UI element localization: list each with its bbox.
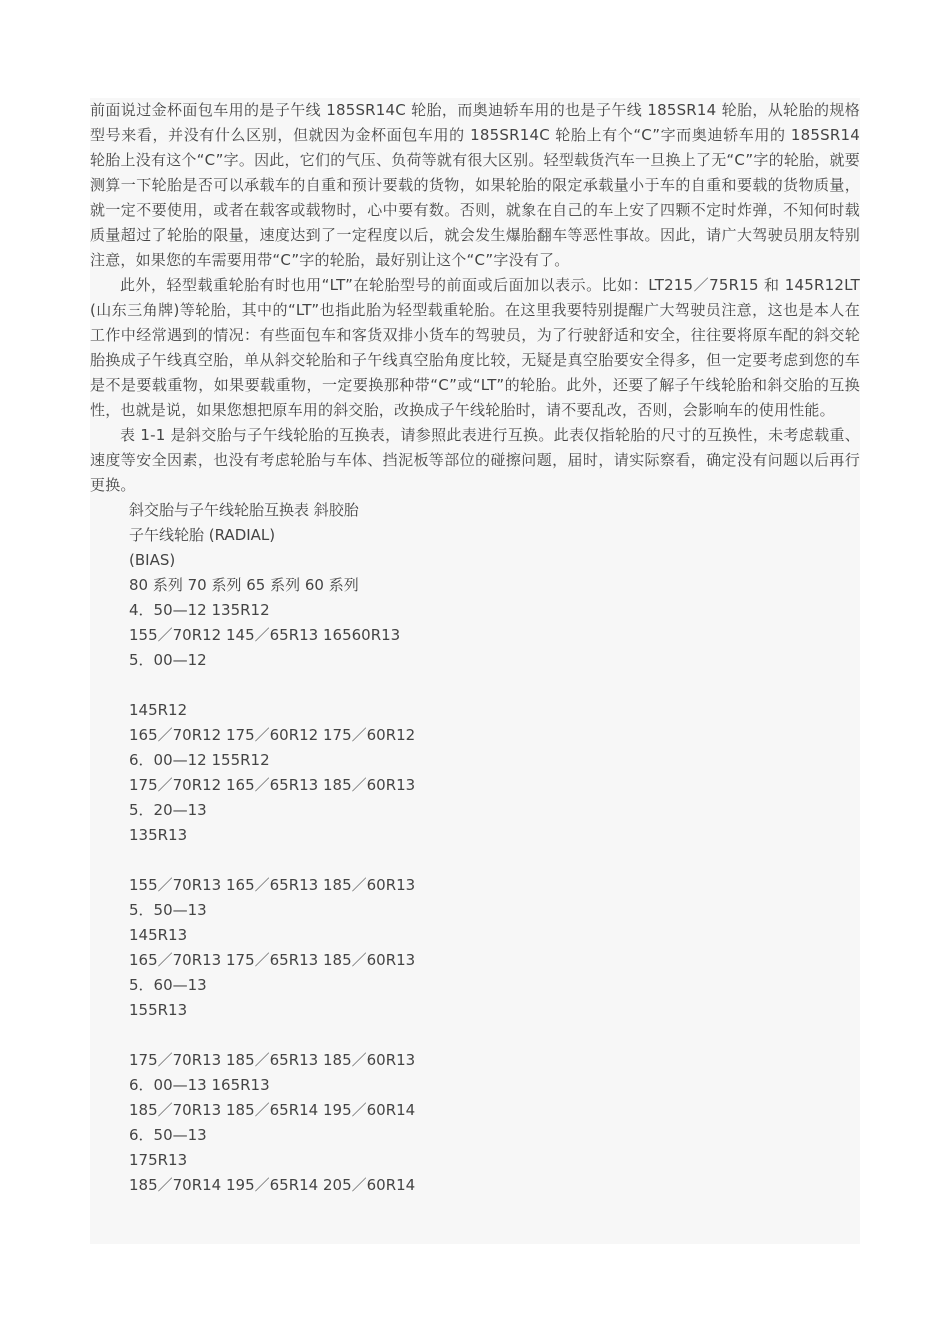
table-blank-line [129,673,860,698]
table-blank-line [129,1023,860,1048]
table-title: 斜交胎与子午线轮胎互换表 斜胶胎 [129,501,359,519]
table-line: 6．00—12 155R12 [129,751,270,769]
table-line: 165／70R13 175／65R13 185／60R13 [129,951,416,969]
table-line: 175／70R13 185／65R13 185／60R13 [129,1051,416,1069]
table-line: 5．60—13 [129,976,207,994]
table-line: 5．50—13 [129,901,207,919]
table-line: 145R13 [129,926,188,944]
table-line: 155／70R13 165／65R13 185／60R13 [129,876,416,894]
table-line: 135R13 [129,826,188,844]
table-line: 185／70R13 185／65R14 195／60R14 [129,1101,416,1119]
table-line: 4．50—12 135R12 [129,601,270,619]
table-line: 155／70R12 145／65R13 16560R13 [129,626,401,644]
table-line: 175R13 [129,1151,188,1169]
paragraph-table-intro: 表 1-1 是斜交胎与子午线轮胎的互换表，请参照此表进行互换。此表仅指轮胎的尺寸的互换性，未考虑载重、速度等安全因素，也没有考虑轮胎与车体、挡泥板等部位的碰擦问题，届时，请实际察看，确定没有问题以后再行更换。 [90,426,860,494]
table-blank-line [129,848,860,873]
table-line: 5．00—12 [129,651,207,669]
table-line: 6．50—13 [129,1126,207,1144]
paragraph-c-mark-tires: 前面说过金杯面包车用的是子午线 185SR14C 轮胎，而奥迪轿车用的也是子午线 185SR14 轮胎，从轮胎的规格型号来看，并没有什么区别，但就因为金杯面包车用的 185SR14C 轮胎上有个“C”字而奥迪轿车用的 185SR14 轮胎上没有这个“C”字。因此，它们的气压、负荷等就有很大区别。轻型载货汽车一旦换上了无“C”字的轮胎，就要测算一下轮胎是否可以承载车的自重和预计要载的货物，如果轮胎的限定承载量小于车的自重和要载的货物质量，就一定不要使用，或者在载客或载物时，心中要有数。否则，就象在自己的车上安了四颗不定时炸弹，不知何时载质量超过了轮胎的限量，速度达到了一定程度以后，就会发生爆胎翻车等恶性事故。因此，请广大驾驶员朋友特别注意，如果您的车需要用带“C”字的轮胎，最好别让这个“C”字没有了。 [90,101,860,269]
table-header-bias: (BIAS) [129,551,176,569]
tire-interchange-table [90,498,860,1198]
table-header-series: 80 系列 70 系列 65 系列 60 系列 [129,576,359,594]
table-line: 155R13 [129,1001,188,1019]
table-line: 185／70R14 195／65R14 205／60R14 [129,1176,416,1194]
table-header-radial: 子午线轮胎 (RADIAL) [129,526,276,544]
table-line: 175／70R12 165／65R13 185／60R13 [129,776,416,794]
table-line: 5．20—13 [129,801,207,819]
paragraph-lt-mark-tires: 此外，轻型载重轮胎有时也用“LT”在轮胎型号的前面或后面加以表示。比如：LT215／75R15 和 145R12LT(山东三角牌)等轮胎，其中的“LT”也指此胎为轻型载重轮胎。在这里我要特别提醒广大驾驶员注意，这也是本人在工作中经常遇到的情况：有些面包车和客货双排小货车的驾驶员，为了行驶舒适和安全，往往要将原车配的斜交轮胎换成子午线真空胎，单从斜交轮胎和子午线真空胎角度比较，无疑是真空胎要安全得多，但一定要考虑到您的车是不是要载重物，如果要载重物，一定要换那种带“C”或“LT”的轮胎。此外，还要了解子午线轮胎和斜交胎的互换性，也就是说，如果您想把原车用的斜交胎，改换成子午线轮胎时，请不要乱改，否则，会影响车的使用性能。 [90,276,860,419]
table-line: 165／70R12 175／60R12 175／60R12 [129,726,416,744]
table-line: 6．00—13 165R13 [129,1076,270,1094]
document-page [90,98,860,1244]
table-line: 145R12 [129,701,188,719]
